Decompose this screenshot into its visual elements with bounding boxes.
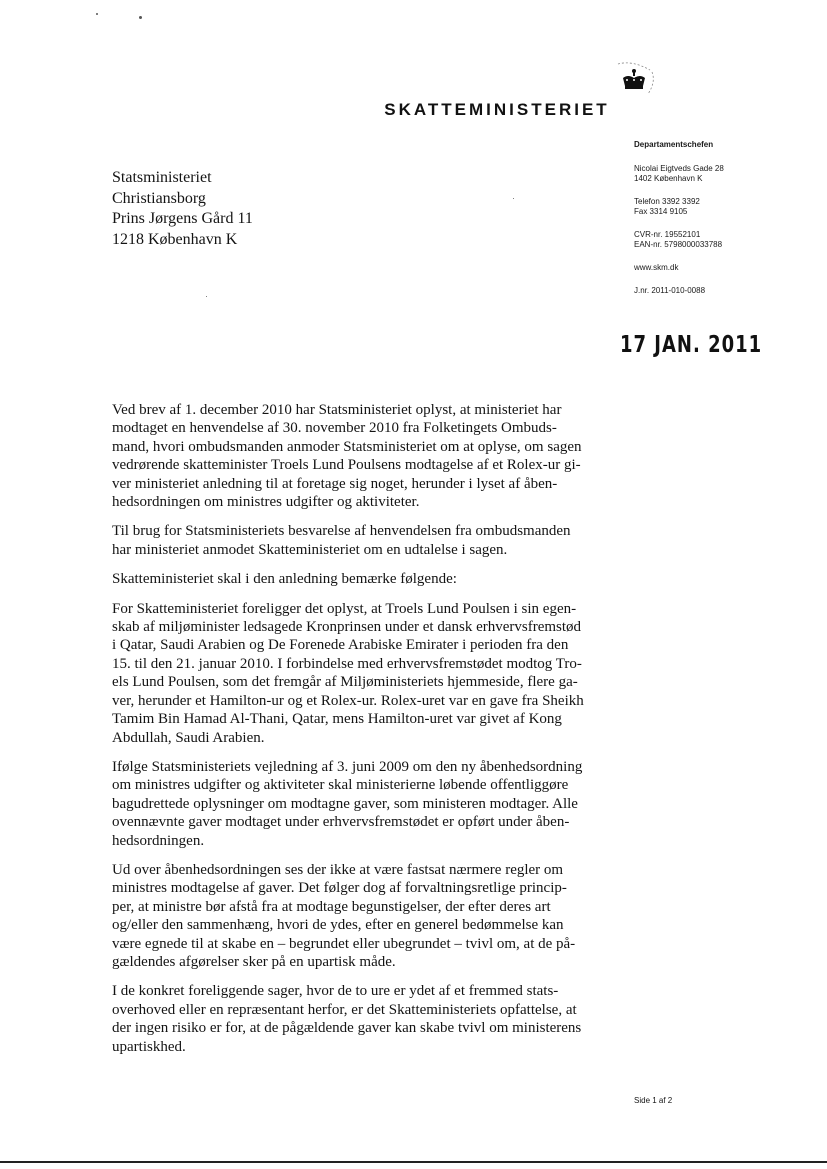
sender-fax: Fax 3314 9105 [634,207,688,216]
page-number: Side 1 af 2 [634,1096,673,1105]
recipient-address [112,168,253,250]
scan-edge-line [0,1161,827,1163]
sender-department: Departamentschefen [634,140,714,149]
recipient-line: 1218 København K [112,230,238,248]
date-stamp: 17 JAN. 2011 [620,330,763,358]
sender-ean: EAN-nr. 5798000033788 [634,240,723,249]
sender-address-line: 1402 København K [634,174,703,183]
body-paragraph: I de konkret foreliggende sager, hvor de to ure er ydet af et fremmed stats- overhoved eller en repræsentant herfor, er det Skatteministeriets opfattelse, at der ingen risiko er for, at de pågældende gaver kan skabe tvivl om ministerens upartiskhed. [112,983,582,1055]
body-paragraph: For Skatteministeriet foreligger det oplyst, at Troels Lund Poulsen i sin egen- skab af miljøminister ledsagede Kronprinsen under et dansk erhvervsfremstød i Qatar, Saudi Arabien og De Forenede Arabiske Emirater i perioden fra den 15. til den 21. januar 2010. I forbindelse med erhvervsfremstødet modtog Tro- els Lund Poulsen, som det fremgår af Miljøministeriets hjemmeside, flere ga- ver, herunder et Hamilton-ur og et Rolex-ur. Rolex-uret var en gave fra Sheikh Tamim Bin Hamad Al-Thani, Qatar, mens Hamilton-uret var givet af Kong Abdullah, Saudi Arabien. [112,600,584,746]
body-paragraph: Ud over åbenhedsordningen ses der ikke at være fastsat nærmere regler om ministres modtagelse af gaver. Det følger dog af forvaltningsretlige princip- per, at ministre bør afstå fra at modtage begunstigelser, der efter deres art og/eller den sammenhæng, hvori de ydes, efter en generel bedømmelse kan være egnede til at skabe en – begrundet eller ubegrundet – tvivl om, at de på- gældendes afgørelser sker på en upartisk måde. [112,861,576,970]
letter-body [112,401,602,1067]
sender-phone: Telefon 3392 3392 [634,197,700,206]
scan-speck [96,13,98,15]
scan-speck [139,16,142,19]
crown-logo-icon [612,60,658,100]
scan-speck [513,198,514,199]
sender-website: www.skm.dk [634,263,679,272]
sender-block [634,140,814,296]
body-paragraph: Ifølge Statsministeriets vejledning af 3. juni 2009 om den ny åbenhedsordning om ministres udgifter og aktiviteter skal ministerierne løbende offentliggøre bagudrettede oplysninger om modtagne gaver, som ministeren modtager. Alle ovennævnte gaver modtaget under erhvervsfremstødet er opført under åben- hedsordningen. [112,758,583,849]
journal-number: J.nr. 2011-010-0088 [634,286,706,295]
body-paragraph: Skatteministeriet skal i den anledning bemærke følgende: [112,571,457,588]
body-paragraph: Til brug for Statsministeriets besvarelse af henvendelsen fra ombudsmanden har ministeriet anmodet Skatteministeriet om en udtalelse i sagen. [112,523,571,558]
sender-address-line: Nicolai Eigtveds Gade 28 [634,164,724,173]
recipient-line: Statsministeriet [112,169,212,186]
body-paragraph: Ved brev af 1. december 2010 har Statsministeriet oplyst, at ministeriet har modtaget en henvendelse af 30. november 2010 fra Folketingets Ombuds- mand, hvori ombudsmanden anmoder Statsministeriet om at oplyse, om sagen vedrørende skatteminister Troels Lund Poulsens modtagelse af et Rolex-ur gi- ver ministeriet anledning til at foretage sig noget, herunder i lyset af åben- hedsordningen om ministres udgifter og aktiviteter. [112,402,582,511]
recipient-line: Prins Jørgens Gård 11 [112,210,253,227]
recipient-line: Christiansborg [112,189,206,207]
sender-cvr: CVR-nr. 19552101 [634,230,701,239]
scan-speck [206,296,207,297]
ministry-name: SKATTEMINISTERIET [384,100,610,119]
